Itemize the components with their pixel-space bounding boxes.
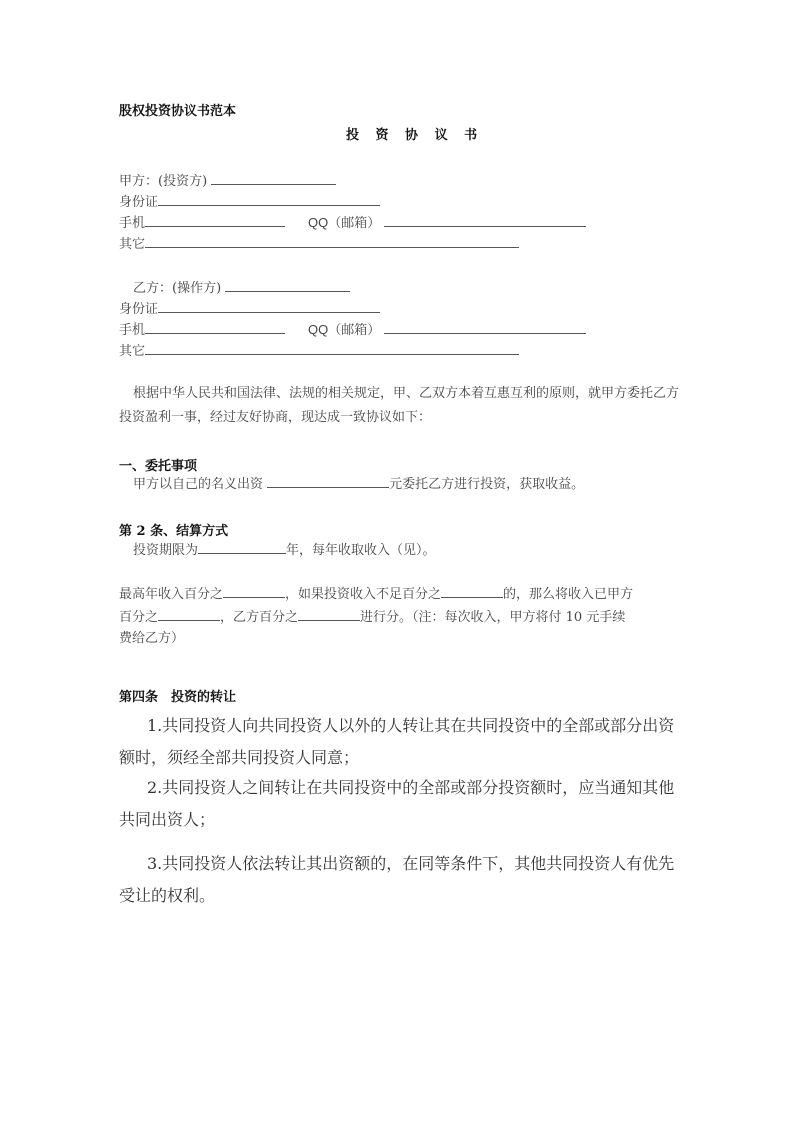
party-a-other-label: 其它 (119, 237, 146, 252)
settlement-line-1 (119, 584, 633, 604)
party-a-label: 甲方：(投资方) (119, 174, 212, 189)
transfer-item-3-line-1: 3.共同投资人依法转让其出资额的，在同等条件下，其他共同投资人有优先 (147, 854, 675, 873)
party-a-id-field[interactable] (158, 192, 380, 206)
section-1-text (133, 474, 584, 494)
party-b-qq-label: QQ（邮箱） (308, 322, 381, 337)
party-b-name-row (133, 278, 350, 298)
term-text-before: 投资期限为 (133, 543, 199, 558)
party-b-other-row (119, 341, 519, 361)
settlement-text: 百分之 (119, 610, 159, 625)
transfer-item-3-line-2: 受让的权利。 (119, 886, 216, 905)
party-b-phone-field[interactable] (145, 320, 285, 334)
transfer-item-1-line-1: 1.共同投资人向共同投资人以外的人转让其在共同投资中的全部或部分出资 (147, 716, 675, 735)
section-1-heading: 一、委托事项 (119, 459, 198, 474)
party-b-id-row (119, 299, 380, 319)
transfer-item-1-line-2: 额时，须经全部共同投资人同意； (119, 748, 360, 767)
party-a-qq-field[interactable] (384, 213, 586, 227)
term-text-after: 年，每年收取收入（见）。 (286, 543, 436, 558)
transfer-item-3 (119, 848, 679, 912)
section-4-heading: 第四条 投资的转让 (119, 690, 237, 705)
party-b-name-field[interactable] (225, 278, 350, 292)
party-b-id-field[interactable] (158, 299, 380, 313)
document-title: 股权投资协议书范本 (119, 104, 237, 119)
section-1-text-before: 甲方以自己的名义出资 (133, 477, 268, 492)
settlement-text: 进行分。（注：每次收入，甲方将付 10 元手续 (360, 610, 626, 625)
party-b-phone-label: 手机 (119, 323, 146, 338)
party-a-id-label: 身份证 (119, 195, 159, 210)
party-a-qq-label: QQ（邮箱） (308, 215, 381, 230)
settlement-line-3: 费给乙方） (119, 631, 185, 646)
settlement-text: 的，那么将收入已甲方 (503, 587, 634, 602)
investment-term-field[interactable] (198, 540, 286, 554)
party-b-id-label: 身份证 (119, 302, 159, 317)
party-a-name-field[interactable] (211, 171, 336, 185)
party-b-qq-row (308, 320, 586, 340)
transfer-item-1 (119, 710, 679, 774)
party-b-share-field[interactable] (298, 607, 360, 621)
party-b-other-field[interactable] (145, 341, 519, 355)
party-a-phone-label: 手机 (119, 216, 146, 231)
party-a-id-row (119, 192, 380, 212)
settlement-line-2 (119, 607, 625, 627)
section-1-text-after: 元委托乙方进行投资，获取收益。 (389, 477, 585, 492)
party-a-other-field[interactable] (145, 234, 519, 248)
transfer-item-2 (119, 772, 679, 836)
shortfall-percent-field[interactable] (441, 584, 503, 598)
party-b-label: 乙方：(操作方) (133, 281, 226, 296)
settlement-text: ，乙方百分之 (220, 610, 299, 625)
investment-term-row (133, 540, 436, 560)
settlement-text: 最高年收入百分之 (119, 587, 224, 602)
max-income-percent-field[interactable] (223, 584, 285, 598)
preamble-paragraph: 根据中华人民共和国法律、法规的相关规定，甲、乙双方本着互惠互利的原则，就甲方委托乙方投资盈利一事，经过友好协商，现达成一致协议如下： (119, 386, 680, 425)
party-b-qq-field[interactable] (384, 320, 586, 334)
party-a-name-row (119, 171, 336, 191)
transfer-item-2-line-2: 共同出资人； (119, 810, 216, 829)
investment-amount-field[interactable] (267, 474, 389, 488)
party-b-phone-row (119, 320, 285, 340)
section-2-heading: 第 2 条、结算方式 (119, 524, 229, 539)
party-a-qq-row (308, 213, 586, 233)
party-b-other-label: 其它 (119, 344, 146, 359)
party-a-phone-row (119, 213, 285, 233)
party-a-phone-field[interactable] (145, 213, 285, 227)
settlement-text: ，如果投资收入不足百分之 (285, 587, 442, 602)
party-a-other-row (119, 234, 519, 254)
agreement-title: 投 资 协 议 书 (346, 128, 484, 143)
party-a-share-field[interactable] (158, 607, 220, 621)
transfer-item-2-line-1: 2.共同投资人之间转让在共同投资中的全部或部分投资额时，应当通知其他 (147, 778, 675, 797)
